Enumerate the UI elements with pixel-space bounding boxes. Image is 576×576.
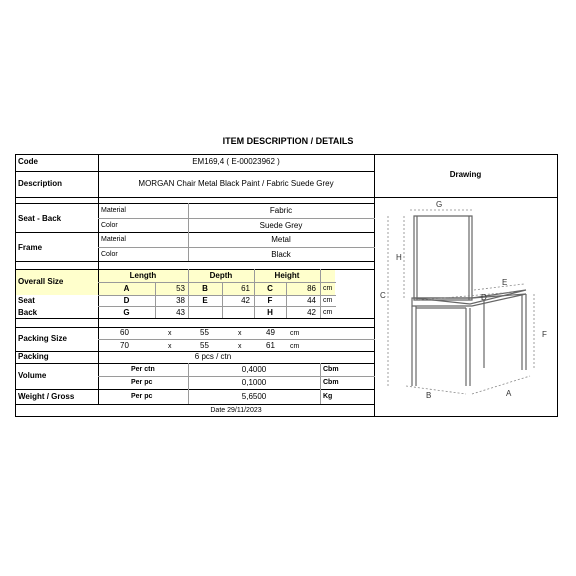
- pack1-x2: x: [238, 330, 242, 337]
- seat-back-color-label: Color: [101, 222, 118, 229]
- seat-back-color: Suede Grey: [259, 221, 303, 230]
- depth-header: Depth: [209, 271, 233, 280]
- drawing-letter-c: C: [380, 291, 386, 300]
- volume-per-pc: 0,1000: [241, 378, 267, 387]
- volume-unit-2: Cbm: [323, 379, 339, 386]
- e-key: E: [202, 296, 208, 305]
- volume-per-ctn: 0,4000: [241, 365, 267, 374]
- description-label: Description: [18, 179, 63, 188]
- drawing-letter-h: H: [396, 253, 402, 262]
- h-value: 42: [307, 308, 316, 317]
- volume-per-pc-label: Per pc: [131, 379, 153, 386]
- h-key: H: [267, 308, 273, 317]
- b-key: B: [202, 284, 208, 293]
- pack1-l: 60: [120, 328, 129, 337]
- length-header: Length: [129, 271, 157, 280]
- pack2-unit: cm: [290, 343, 300, 350]
- seat-label: Seat: [18, 296, 35, 305]
- drawing-letter-g: G: [436, 200, 443, 209]
- weight-unit: Kg: [323, 393, 333, 400]
- pack2-h: 61: [266, 341, 275, 350]
- g-value: 43: [176, 308, 185, 317]
- pack1-h: 49: [266, 328, 275, 337]
- frame-color: Black: [271, 250, 291, 259]
- e-value: 42: [241, 296, 250, 305]
- volume-label: Volume: [18, 371, 47, 380]
- a-value: 53: [176, 284, 185, 293]
- packing-value: 6 pcs / ctn: [194, 352, 232, 361]
- seat-back-material: Fabric: [269, 206, 293, 215]
- frame-label: Frame: [18, 243, 43, 252]
- chair-drawing: [374, 190, 556, 408]
- packing-label: Packing: [18, 352, 49, 361]
- d-value: 38: [176, 296, 185, 305]
- frame-material: Metal: [271, 235, 291, 244]
- weight-label: Weight / Gross: [18, 392, 75, 401]
- date: Date 29/11/2023: [210, 407, 262, 414]
- overall-unit: cm: [323, 285, 333, 292]
- d-key: D: [123, 296, 130, 305]
- back-label: Back: [18, 308, 38, 317]
- pack1-x1: x: [168, 330, 172, 337]
- b-value: 61: [241, 284, 250, 293]
- drawing-letter-b: B: [426, 391, 432, 400]
- description-value: MORGAN Chair Metal Black Paint / Fabric Suede Grey: [138, 179, 334, 188]
- drawing-letter-f: F: [542, 330, 547, 339]
- frame-material-label: Material: [101, 236, 126, 243]
- code-value: EM169,4 ( E-00023962 ): [192, 157, 280, 166]
- packing-size-label: Packing Size: [18, 334, 67, 343]
- height-header: Height: [274, 271, 300, 280]
- code-label: Code: [18, 157, 38, 166]
- back-unit: cm: [323, 309, 333, 316]
- volume-unit-1: Cbm: [323, 366, 339, 373]
- seat-back-material-label: Material: [101, 207, 126, 214]
- pack2-w: 55: [200, 341, 209, 350]
- c-value: 86: [307, 284, 316, 293]
- f-value: 44: [307, 296, 316, 305]
- seat-unit: cm: [323, 297, 333, 304]
- pack1-unit: cm: [290, 330, 300, 337]
- a-key: A: [123, 284, 130, 293]
- drawing-letter-a: A: [506, 389, 512, 398]
- seat-back-label: Seat - Back: [18, 214, 62, 223]
- frame-color-label: Color: [101, 251, 118, 258]
- drawing-letter-d: D: [481, 293, 487, 302]
- c-key: C: [267, 284, 273, 293]
- weight-per-pc: 5,6500: [241, 392, 267, 401]
- weight-per-pc-label: Per pc: [131, 393, 153, 400]
- drawing-letter-e: E: [502, 278, 508, 287]
- volume-per-ctn-label: Per ctn: [131, 366, 155, 373]
- pack2-x1: x: [168, 343, 172, 350]
- g-key: G: [123, 308, 130, 317]
- page-title: ITEM DESCRIPTION / DETAILS: [222, 136, 354, 146]
- pack2-l: 70: [120, 341, 129, 350]
- pack1-w: 55: [200, 328, 209, 337]
- drawing-label: Drawing: [449, 170, 482, 179]
- f-key: F: [267, 296, 273, 305]
- overall-size-label: Overall Size: [18, 277, 64, 286]
- pack2-x2: x: [238, 343, 242, 350]
